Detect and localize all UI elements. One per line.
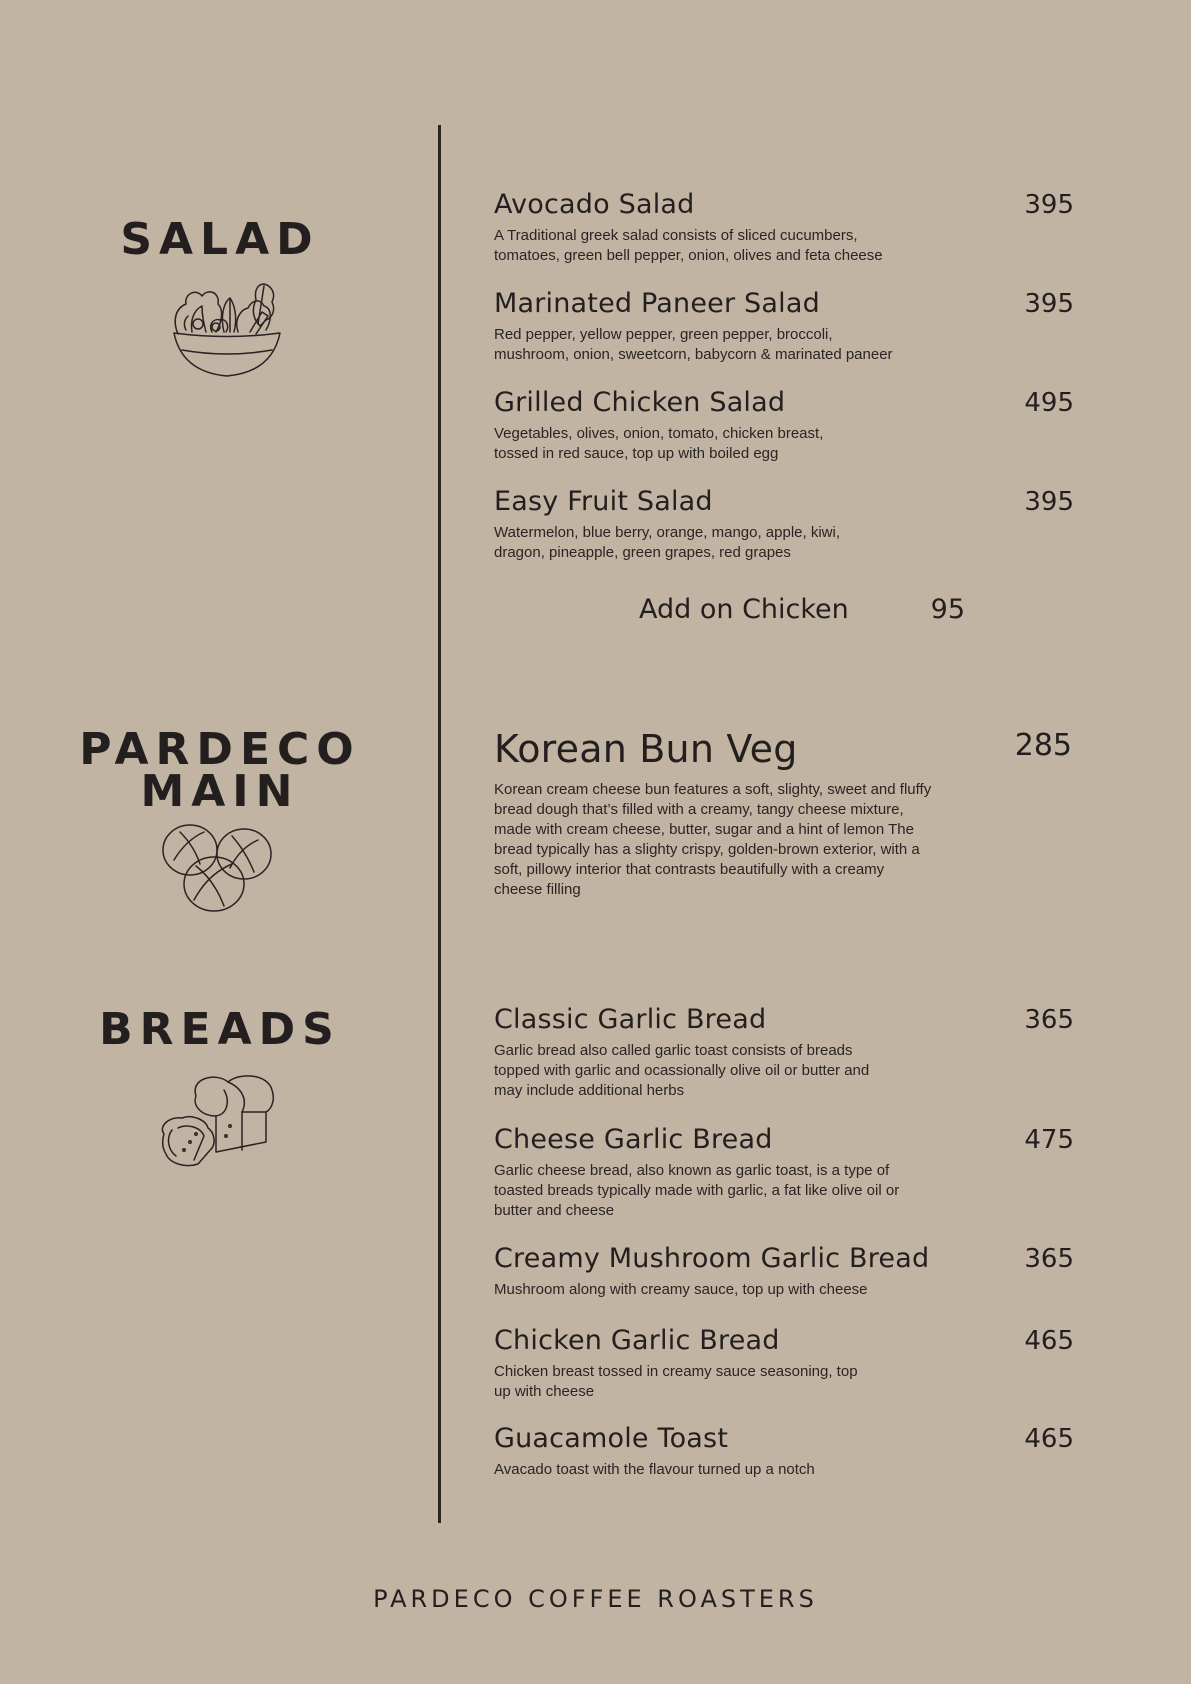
item-name: Chicken Garlic Bread bbox=[494, 1325, 780, 1356]
section-title-line: MAIN bbox=[140, 766, 300, 817]
menu-item bbox=[494, 1324, 1074, 1402]
item-description bbox=[494, 780, 1074, 900]
item-description bbox=[494, 325, 1074, 365]
item-description bbox=[494, 1362, 1074, 1402]
item-name: Creamy Mushroom Garlic Bread bbox=[494, 1243, 930, 1274]
description-line: Avacado toast with the flavour turned up a notch bbox=[494, 1461, 815, 1478]
item-price: 465 bbox=[1024, 1326, 1074, 1356]
item-description bbox=[494, 1041, 1074, 1101]
addon-row bbox=[639, 592, 965, 628]
item-description bbox=[494, 226, 1074, 266]
item-price: 395 bbox=[1024, 190, 1074, 220]
description-line: Mushroom along with creamy sauce, top up with cheese bbox=[494, 1281, 868, 1298]
description-line: Korean cream cheese bun features a soft, slighty, sweet and fluffy bbox=[494, 781, 932, 798]
item-price: 285 bbox=[1014, 728, 1072, 763]
section-title-breads: BREADS bbox=[99, 1004, 341, 1055]
item-name: Easy Fruit Salad bbox=[494, 486, 713, 517]
description-line: dragon, pineapple, green grapes, red grapes bbox=[494, 544, 791, 561]
description-line: made with cream cheese, butter, sugar and a hint of lemon The bbox=[494, 821, 914, 838]
item-price: 495 bbox=[1024, 388, 1074, 418]
item-price: 395 bbox=[1024, 487, 1074, 517]
addon-label: Add on Chicken bbox=[639, 594, 849, 625]
section-title-line: PARDECO bbox=[79, 724, 361, 775]
bread-loaf-icon bbox=[156, 1070, 288, 1172]
section-title-main bbox=[0, 724, 440, 817]
description-line: soft, pillowy interior that contrasts beautifully with a creamy bbox=[494, 861, 885, 878]
item-description bbox=[494, 1460, 1074, 1480]
description-line: toasted breads typically made with garlic, a fat like olive oil or bbox=[494, 1182, 900, 1199]
item-description bbox=[494, 1161, 1074, 1221]
item-name: Avocado Salad bbox=[494, 189, 695, 220]
item-price: 465 bbox=[1024, 1424, 1074, 1454]
description-line: cheese filling bbox=[494, 881, 581, 898]
description-line: bread dough that’s filled with a creamy, tangy cheese mixture, bbox=[494, 801, 904, 818]
item-description bbox=[494, 1280, 1074, 1300]
item-name: Classic Garlic Bread bbox=[494, 1004, 767, 1035]
menu-item bbox=[494, 1003, 1074, 1101]
menu-item bbox=[494, 1123, 1074, 1221]
buns-icon bbox=[160, 822, 278, 914]
description-line: Vegetables, olives, onion, tomato, chicken breast, bbox=[494, 425, 824, 442]
item-name: Cheese Garlic Bread bbox=[494, 1124, 773, 1155]
item-name: Marinated Paneer Salad bbox=[494, 288, 820, 319]
item-name: Grilled Chicken Salad bbox=[494, 387, 786, 418]
item-price: 395 bbox=[1024, 289, 1074, 319]
description-line: Red pepper, yellow pepper, green pepper, broccoli, bbox=[494, 326, 833, 343]
menu-item bbox=[494, 1422, 1074, 1480]
item-price: 365 bbox=[1024, 1005, 1074, 1035]
menu-item bbox=[494, 188, 1074, 266]
item-price: 475 bbox=[1024, 1125, 1074, 1155]
footer-brand: PARDECO COFFEE ROASTERS bbox=[373, 1585, 818, 1613]
description-line: tossed in red sauce, top up with boiled egg bbox=[494, 445, 779, 462]
description-line: mushroom, onion, sweetcorn, babycorn & marinated paneer bbox=[494, 346, 893, 363]
salad-bowl-icon bbox=[168, 280, 286, 380]
description-line: Garlic bread also called garlic toast consists of breads bbox=[494, 1042, 853, 1059]
menu-item bbox=[494, 485, 1074, 563]
item-price: 365 bbox=[1024, 1244, 1074, 1274]
item-description bbox=[494, 523, 1074, 563]
menu-item bbox=[494, 386, 1074, 464]
addon-price: 95 bbox=[930, 594, 965, 625]
item-name: Korean Bun Veg bbox=[494, 727, 798, 771]
description-line: up with cheese bbox=[494, 1383, 595, 1400]
description-line: bread typically has a slighty crispy, golden-brown exterior, with a bbox=[494, 841, 920, 858]
menu-item bbox=[494, 1242, 1074, 1300]
description-line: Chicken breast tossed in creamy sauce seasoning, top bbox=[494, 1363, 858, 1380]
section-title-salad: SALAD bbox=[120, 214, 320, 265]
vertical-divider bbox=[438, 125, 441, 1523]
item-name: Guacamole Toast bbox=[494, 1423, 729, 1454]
menu-item bbox=[494, 726, 1074, 900]
description-line: tomatoes, green bell pepper, onion, olives and feta cheese bbox=[494, 247, 883, 264]
description-line: Watermelon, blue berry, orange, mango, apple, kiwi, bbox=[494, 524, 841, 541]
description-line: butter and cheese bbox=[494, 1202, 615, 1219]
description-line: A Traditional greek salad consists of sliced cucumbers, bbox=[494, 227, 858, 244]
description-line: may include additional herbs bbox=[494, 1082, 685, 1099]
description-line: topped with garlic and ocassionally olive oil or butter and bbox=[494, 1062, 870, 1079]
menu-item bbox=[494, 287, 1074, 365]
description-line: Garlic cheese bread, also known as garlic toast, is a type of bbox=[494, 1162, 890, 1179]
item-description bbox=[494, 424, 1074, 464]
